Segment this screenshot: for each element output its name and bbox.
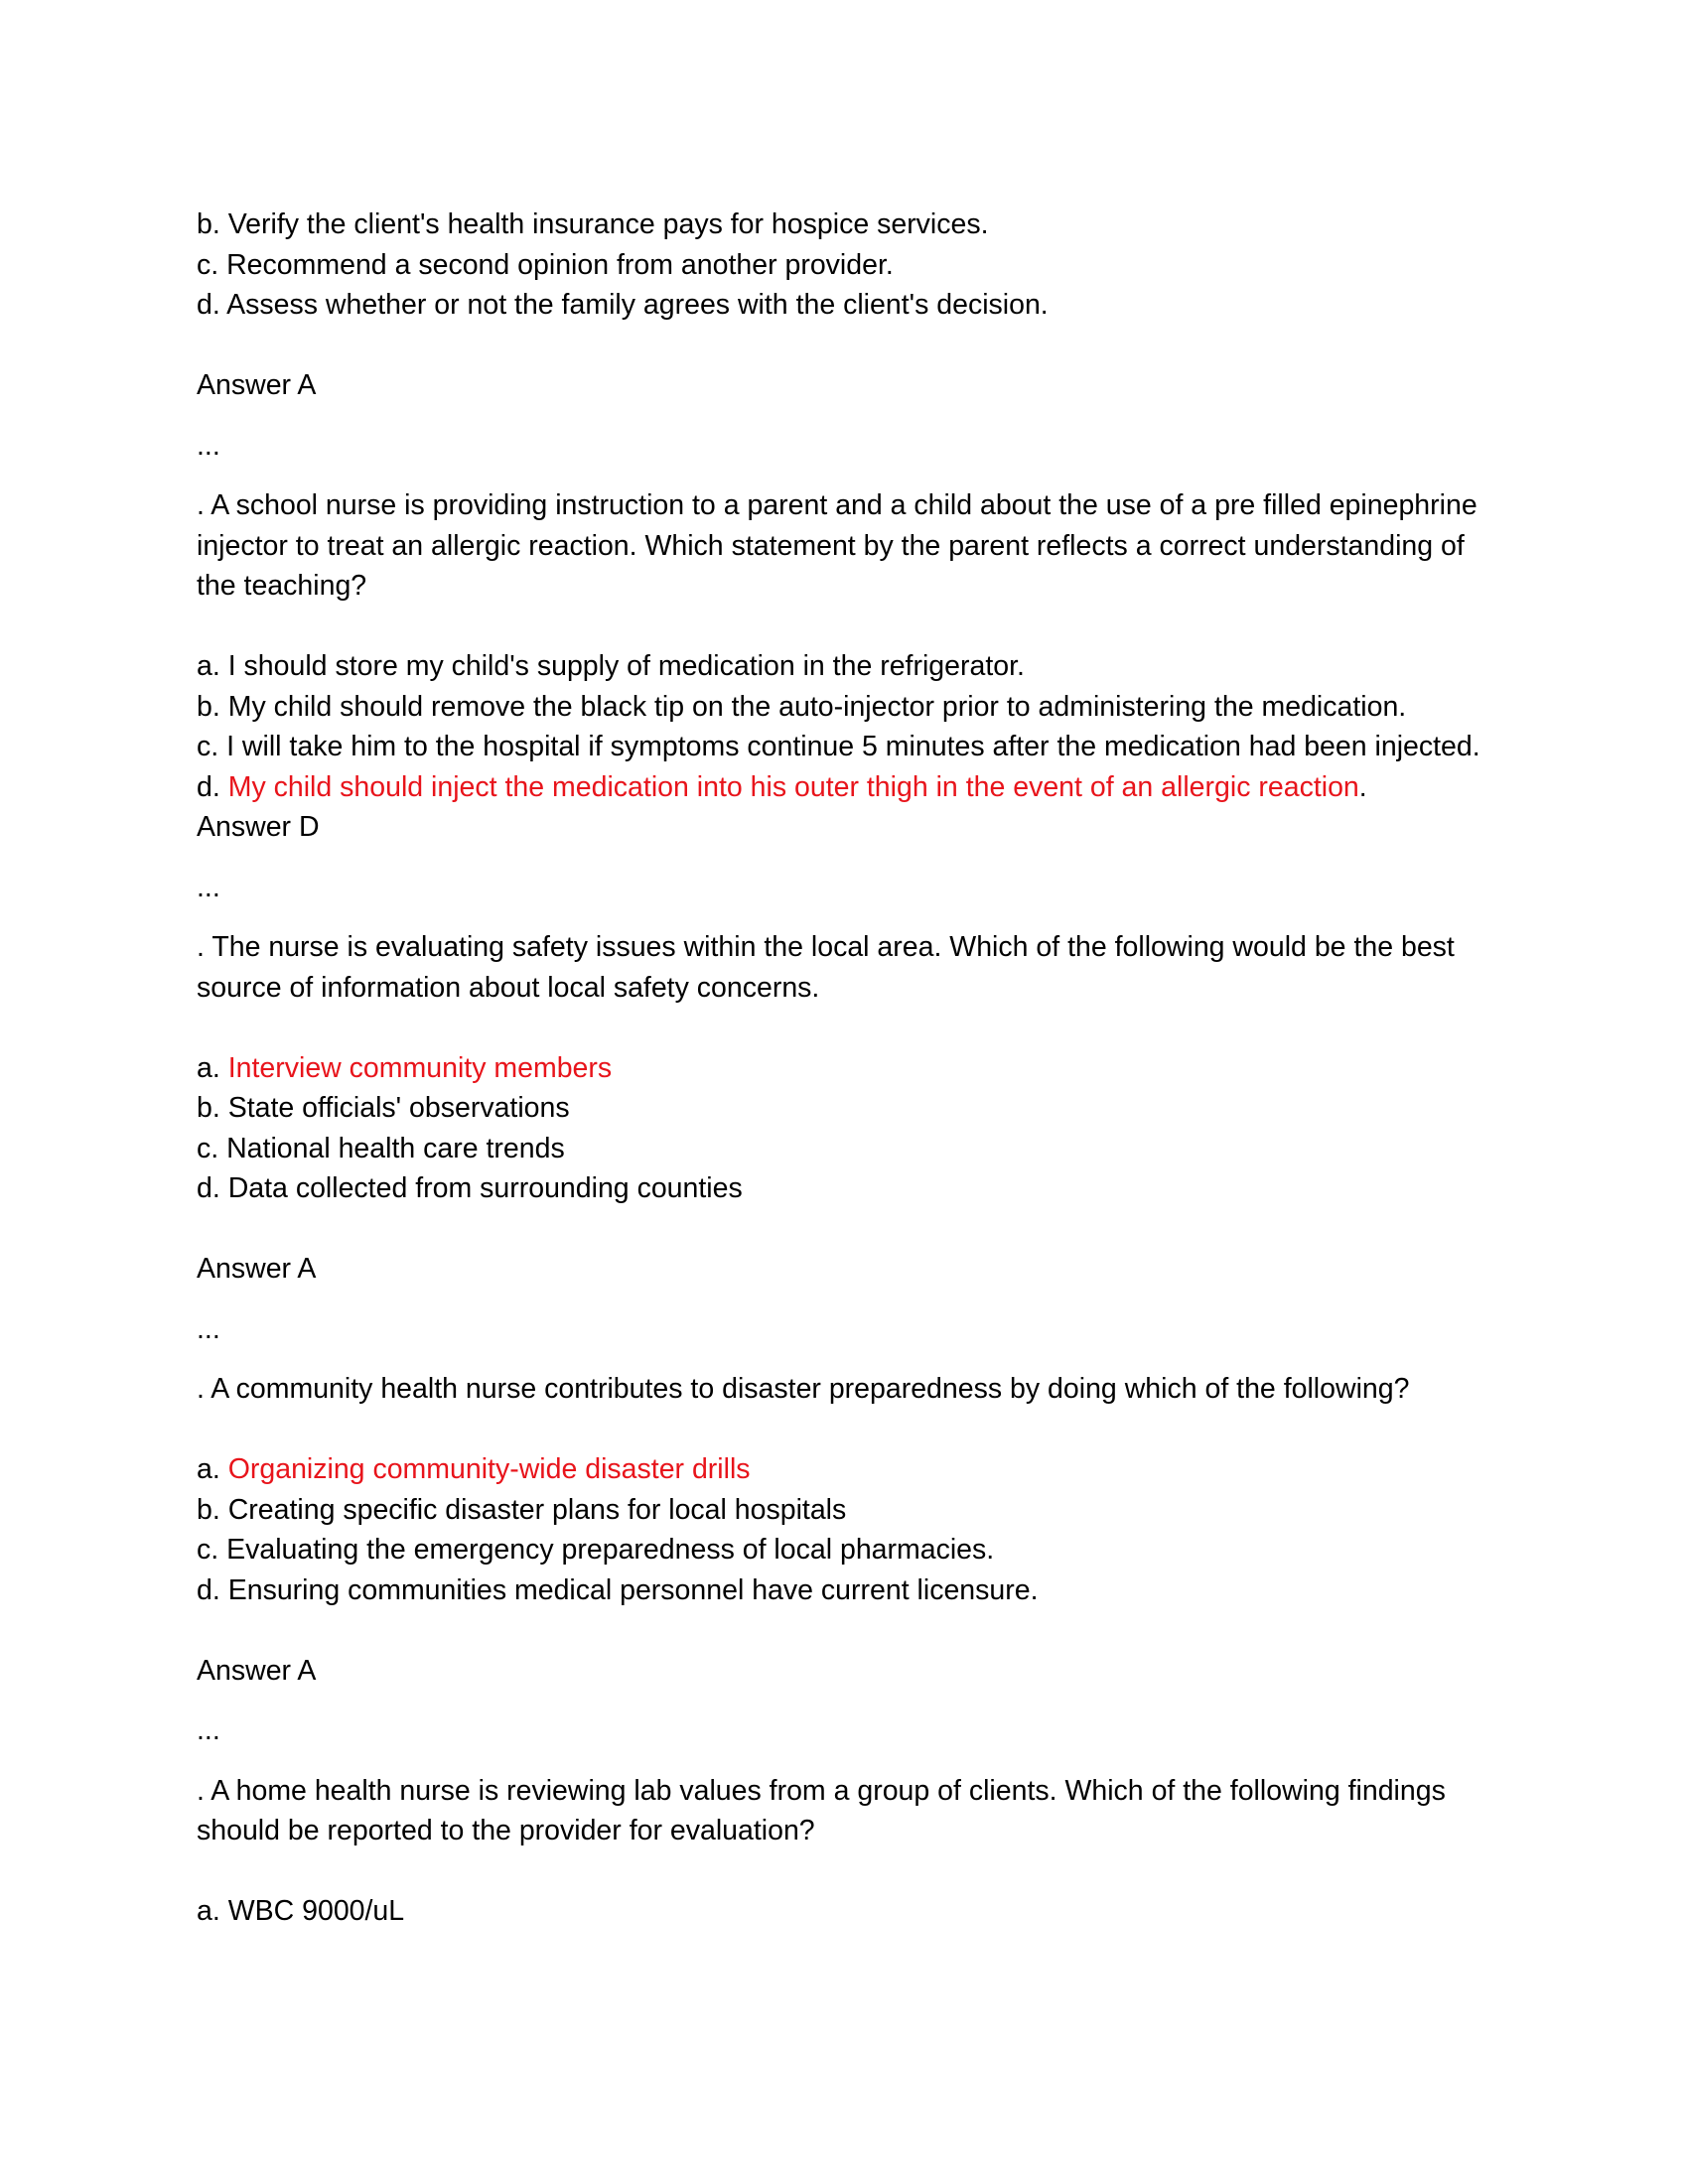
option-d: d. Ensuring communities medical personnel have current licensure. <box>197 1573 1039 1606</box>
question-text: . A home health nurse is reviewing lab values from a group of clients. Which of the following findings should be reported to the provider for evaluation? <box>197 1774 1446 1846</box>
option-d-correct: d. My child should inject the medication into his outer thigh in the event of an allergic reaction. <box>197 770 1367 803</box>
option-b: b. Creating specific disaster plans for local hospitals <box>197 1493 847 1526</box>
answer-label: Answer A <box>197 369 317 401</box>
option-b: b. State officials' observations <box>197 1092 570 1124</box>
correct-answer-text: My child should inject the medication into his outer thigh in the event of an allergic reaction <box>227 770 1359 803</box>
answer-label: Answer D <box>197 811 320 843</box>
question-text: . The nurse is evaluating safety issues within the local area. Which of the following would be the best source of information about local safety concerns. <box>197 931 1455 1004</box>
option-c: c. I will take him to the hospital if symptoms continue 5 minutes after the medication had been injected. <box>197 731 1480 762</box>
option-a: a. I should store my child's supply of medication in the refrigerator. <box>197 650 1025 682</box>
option-b: b. Verify the client's health insurance pays for hospice services. <box>197 208 989 240</box>
correct-answer-text: Interview community members <box>227 1051 613 1084</box>
option-d: d. Data collected from surrounding counties <box>197 1172 743 1204</box>
separator: ... <box>197 429 220 462</box>
separator: ... <box>197 871 220 903</box>
separator: ... <box>197 1714 220 1746</box>
answer-label: Answer A <box>197 1253 317 1285</box>
separator: ... <box>197 1312 220 1345</box>
correct-answer-text: Organizing community-wide disaster drills <box>227 1453 751 1485</box>
option-d: d. Assess whether or not the family agrees with the client's decision. <box>197 289 1049 321</box>
option-c: c. National health care trends <box>197 1132 565 1164</box>
answer-label: Answer A <box>197 1654 317 1687</box>
option-a-correct: a. Organizing community-wide disaster drills <box>197 1453 751 1485</box>
option-c: c. Recommend a second opinion from another provider. <box>197 248 894 281</box>
option-a: a. WBC 9000/uL <box>197 1895 405 1927</box>
option-c: c. Evaluating the emergency preparedness of local pharmacies. <box>197 1534 995 1566</box>
question-text: . A community health nurse contributes to disaster preparedness by doing which of the following? <box>197 1373 1410 1405</box>
option-b: b. My child should remove the black tip on the auto-injector prior to administering the medication. <box>197 690 1407 723</box>
document-page <box>197 205 1507 1932</box>
option-a-correct: a. Interview community members <box>197 1051 613 1084</box>
question-text: . A school nurse is providing instruction to a parent and a child about the use of a pre filled epinephrine injector to treat an allergic reaction. Which statement by the parent reflects a correct understanding of the teaching? <box>197 489 1477 602</box>
